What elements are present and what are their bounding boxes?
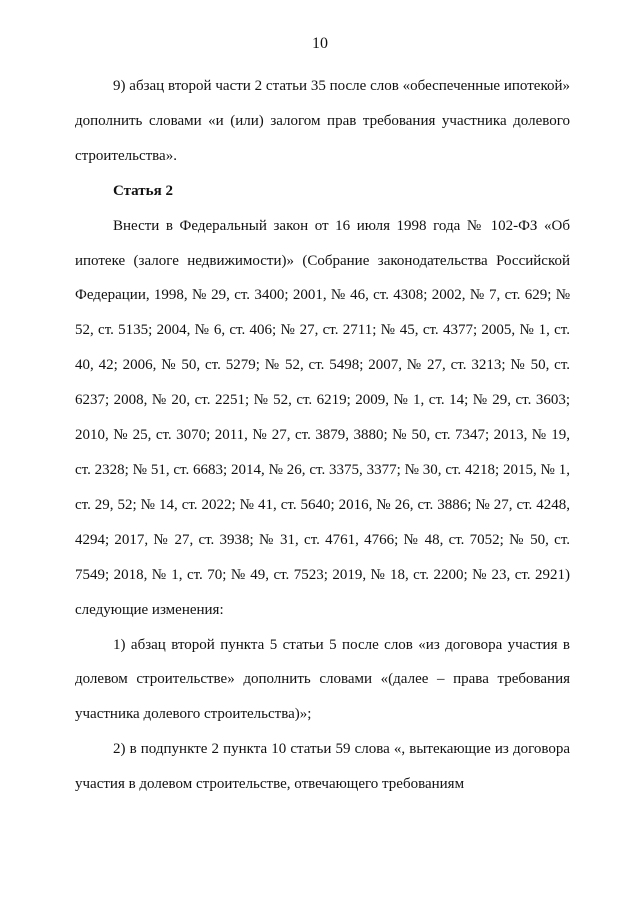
page-number: 10 — [312, 35, 328, 52]
article-heading: Статья 2 — [113, 182, 173, 199]
amendment-item-2: 2) в подпункте 2 пункта 10 статьи 59 слова «, вытекающие из договора участия в долевом строительстве, отвечающего требованиям — [75, 741, 570, 793]
amendment-item-1: 1) абзац второй пункта 5 статьи 5 после слов «из договора участия в долевом строительстве» дополнить словами «(далее – права требования участника долевого строительства)»; — [75, 636, 570, 723]
article-intro-paragraph: Внести в Федеральный закон от 16 июля 1998 года № 102-ФЗ «Об ипотеке (залоге недвижимости)» (Собрание законодательства Российской Федерации, 1998, № 29, ст. 3400; 2001, № 46, ст. 4308; 2002, № 7, ст. 629; № 52, ст. 5135; 2004, № 6, ст. 406; № 27, ст. 2711; № 45, ст. 4377; 2005, № 1, ст. 40, 42; 2006, № 50, ст. 5279; № 52, ст. 5498; 2007, № 27, ст. 3213; № 50, ст. 6237; 2008, № 20, ст. 2251; № 52, ст. 6219; 2009, № 1, ст. 14; № 29, ст. 3603; 2010, № 25, ст. 3070; 2011, № 27, ст. 3879, 3880; № 50, ст. 7347; 2013, № 19, ст. 2328; № 51, ст. 6683; 2014, № 26, ст. 3375, 3377; № 30, ст. 4218; 2015, № 1, ст. 29, 52; № 14, ст. 2022; № 41, ст. 5640; 2016, № 26, ст. 3886; № 27, ст. 4248, 4294; 2017, № 27, ст. 3938; № 31, ст. 4761, 4766; № 48, ст. 7052; № 50, ст. 7549; 2018, № 1, ст. 70; № 49, ст. 7523; 2019, № 18, ст. 2200; № 23, ст. 2921) следующие изменения: — [75, 217, 570, 618]
document-body — [75, 69, 570, 802]
amendment-item-9: 9) абзац второй части 2 статьи 35 после слов «обеспеченные ипотекой» дополнить словами «и (или) залогом прав требования участника долевого строительства». — [75, 78, 570, 164]
